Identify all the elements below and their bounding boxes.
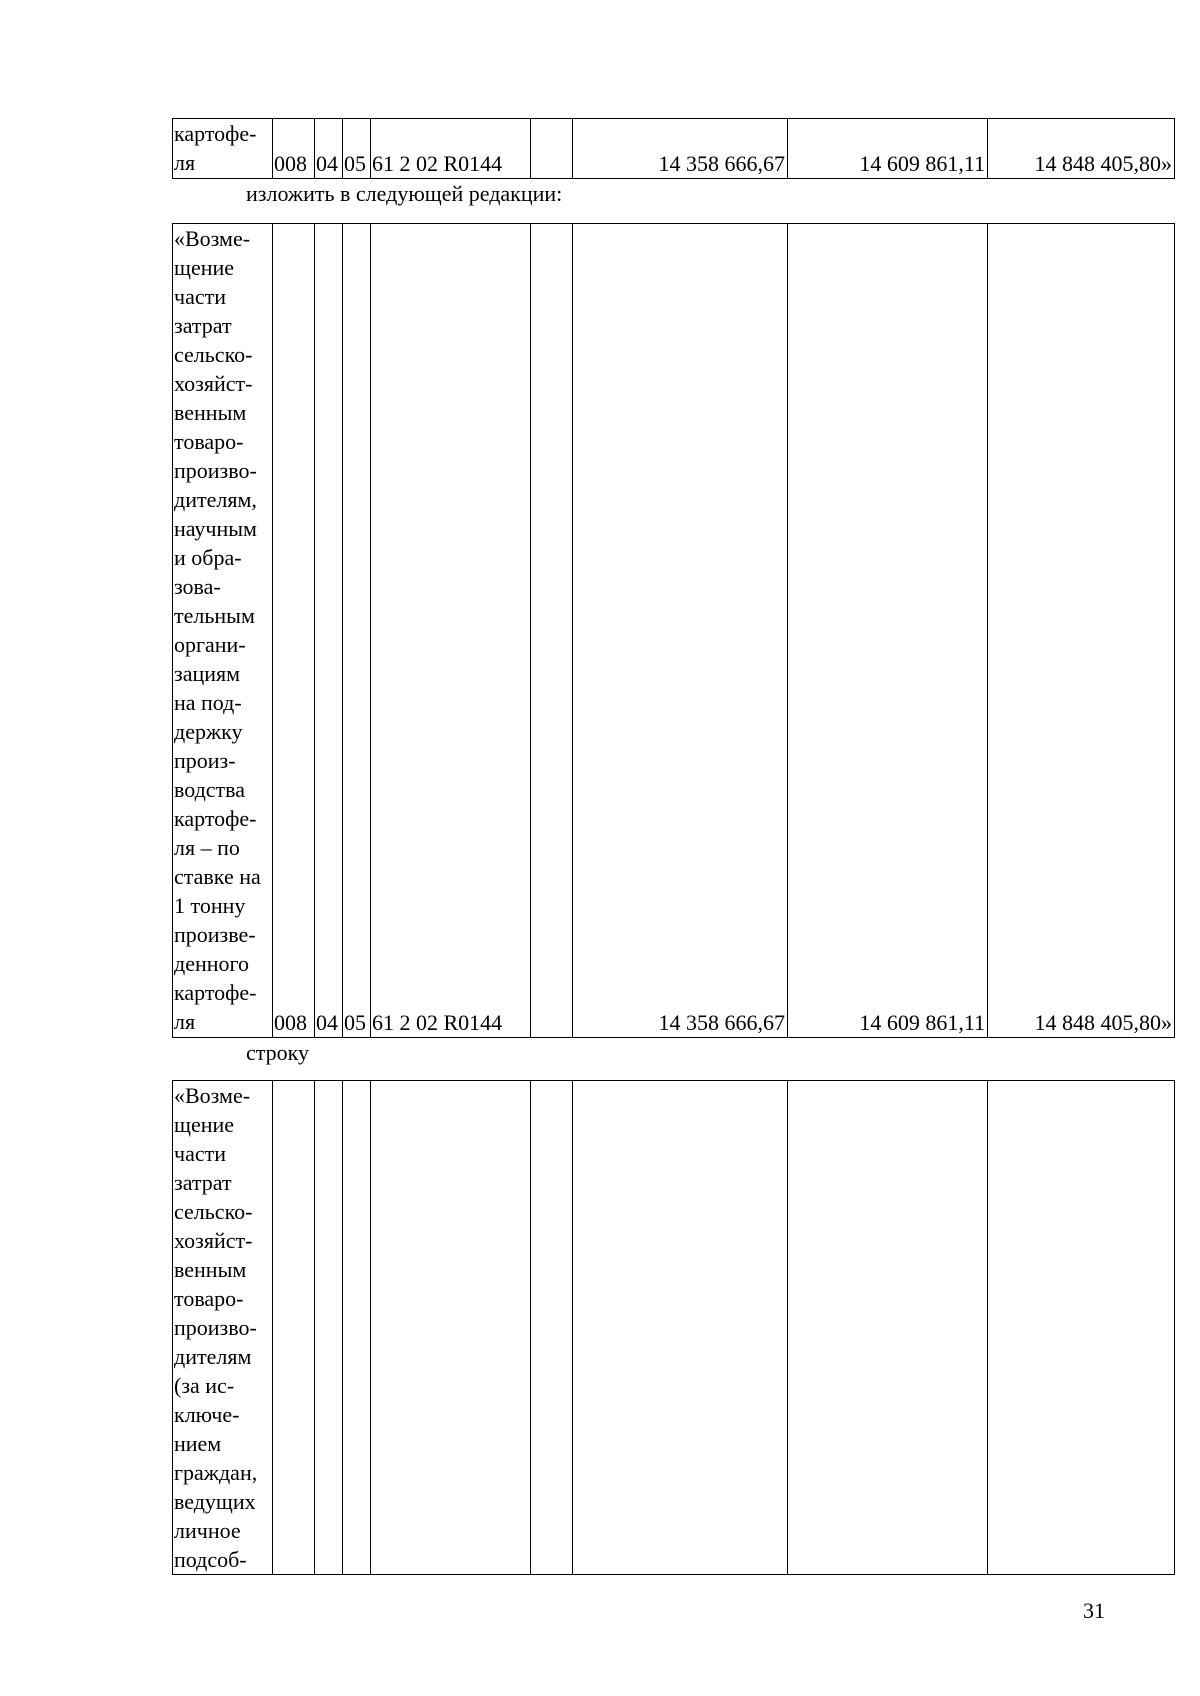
page-number: 31 [1083,1598,1105,1623]
name-line: затрат [174,313,232,338]
name-line: граждан, [174,1460,258,1485]
target-code-cell: 61 2 02 R0144 [371,119,531,179]
name-line: части [174,284,226,309]
name-line: части [174,1141,226,1166]
name-line: хозяйст- [174,371,253,396]
name-line: подсоб- [174,1547,247,1572]
name-line: тельным [174,603,255,628]
section-code-cell: 04 [315,224,343,1038]
name-line: нием [174,1431,222,1456]
subsection-code-cell: 05 [343,224,371,1038]
subsection-code-cell [343,1081,371,1575]
name-line: зациям [174,661,241,686]
name-line: венным [174,1257,247,1282]
name-line: денного [174,951,249,976]
amount-cell-3: 14 848 405,80» [988,224,1175,1038]
instruction-text: изложить в следующей редакции: [246,181,563,206]
amount-cell-1: 14 358 666,67 [573,119,788,179]
name-line: дителям [174,1344,252,1369]
name-line: держку [174,719,243,744]
target-code-cell: 61 2 02 R0144 [371,224,531,1038]
name-line: научным [174,516,257,541]
table-row [173,1081,1175,1575]
name-cell [173,119,273,179]
name-line: произ- [174,748,236,773]
ministry-code-cell [273,1081,315,1575]
name-line: товаро- [174,1286,244,1311]
expense-type-cell [531,1081,573,1575]
expense-type-cell [531,224,573,1038]
name-line: водства [174,777,246,802]
budget-table-new-edition [172,223,1175,1038]
name-cell [173,1081,273,1575]
amount-cell-1 [573,1081,788,1575]
expense-type-cell [531,119,573,179]
name-line: щение [174,1112,235,1137]
instruction-text: строку [246,1040,310,1065]
name-line: дителям, [174,487,257,512]
budget-table-top [172,118,1175,179]
table-row [173,224,1175,1038]
name-line: произво- [174,1315,257,1340]
amount-cell-2: 14 609 861,11 [788,224,988,1038]
name-line: картофе- [174,806,257,831]
name-line: сельско- [174,1199,253,1224]
ministry-code-cell: 008 [273,224,315,1038]
amount-cell-3 [988,1081,1175,1575]
name-line: венным [174,400,247,425]
name-line: ля [174,1009,196,1034]
name-line: произво- [174,458,257,483]
amount-cell-3: 14 848 405,80» [988,119,1175,179]
name-line: зова- [174,574,221,599]
section-code-cell: 04 [315,119,343,179]
name-line: ведущих [174,1489,256,1514]
name-line: картофе- [174,980,257,1005]
name-line: затрат [174,1170,232,1195]
budget-table-bottom [172,1080,1175,1575]
name-line: ключе- [174,1402,240,1427]
name-line: на под- [174,690,242,715]
name-cell [173,224,273,1038]
name-line: «Возме- [174,1083,251,1108]
name-line: «Возме- [174,226,251,251]
name-line: (за ис- [174,1373,235,1398]
name-line: 1 тонну [174,893,246,918]
table-row [173,119,1175,179]
name-line: сельско- [174,342,253,367]
name-line: щение [174,255,235,280]
name-line: хозяйст- [174,1228,253,1253]
name-line: ля – по [174,835,240,860]
amount-cell-2 [788,1081,988,1575]
section-code-cell [315,1081,343,1575]
name-line: товаро- [174,429,244,454]
name-line: органи- [174,632,246,657]
amount-cell-1: 14 358 666,67 [573,224,788,1038]
ministry-code-cell: 008 [273,119,315,179]
amount-cell-2: 14 609 861,11 [788,119,988,179]
target-code-cell [371,1081,531,1575]
name-line: личное [174,1518,241,1543]
name-line: и обра- [174,545,242,570]
name-line: картофе- [174,121,257,146]
name-line: ставке на [174,864,261,889]
subsection-code-cell: 05 [343,119,371,179]
name-line: произве- [174,922,256,947]
name-line: ля [174,150,196,175]
